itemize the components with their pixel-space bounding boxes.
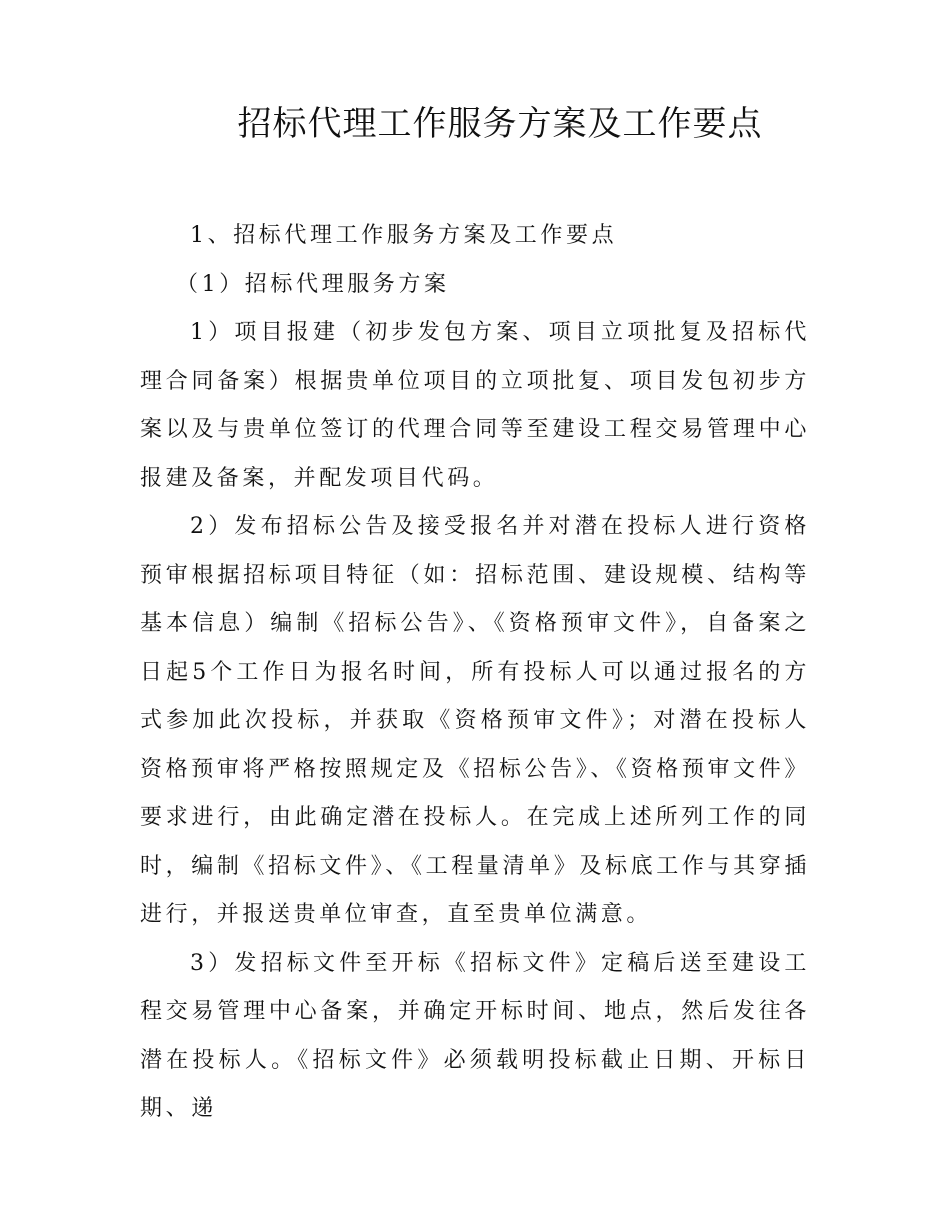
document-title: 招标代理工作服务方案及工作要点 [237, 104, 763, 144]
document-body [140, 212, 810, 1134]
paragraph-tender-documents: 3）发招标文件至开标《招标文件》定稿后送至建设工程交易管理中心备案，并确定开标时间、地点，然后发往各潜在投标人。《招标文件》必须载明投标截止日期、开标日期、递 [140, 950, 810, 1121]
paragraph-project-registration: 1）项目报建（初步发包方案、项目立项批复及招标代理合同备案）根据贵单位项目的立项批复、项目发包初步方案以及与贵单位签订的代理合同等至建设工程交易管理中心报建及备案，并配发项目代码。 [140, 320, 810, 491]
section-heading-1: 1、招标代理工作服务方案及工作要点 [190, 223, 618, 248]
section-heading-2: （1）招标代理服务方案 [176, 271, 450, 297]
paragraph-tender-announcement: 2）发布招标公告及接受报名并对潜在投标人进行资格预审根据招标项目特征（如：招标范围、建设规模、结构等基本信息）编制《招标公告》、《资格预审文件》，自备案之日起5个工作日为报名时间，所有投标人可以通过报名的方式参加此次投标，并获取《资格预审文件》；对潜在投标人资格预审将严格按照规定及《招标公告》、《资格预审文件》要求进行，由此确定潜在投标人。在完成上述所列工作的同时，编制《招标文件》、《工程量清单》及标底工作与其穿插进行，并报送贵单位审查，直至贵单位满意。 [140, 514, 810, 927]
